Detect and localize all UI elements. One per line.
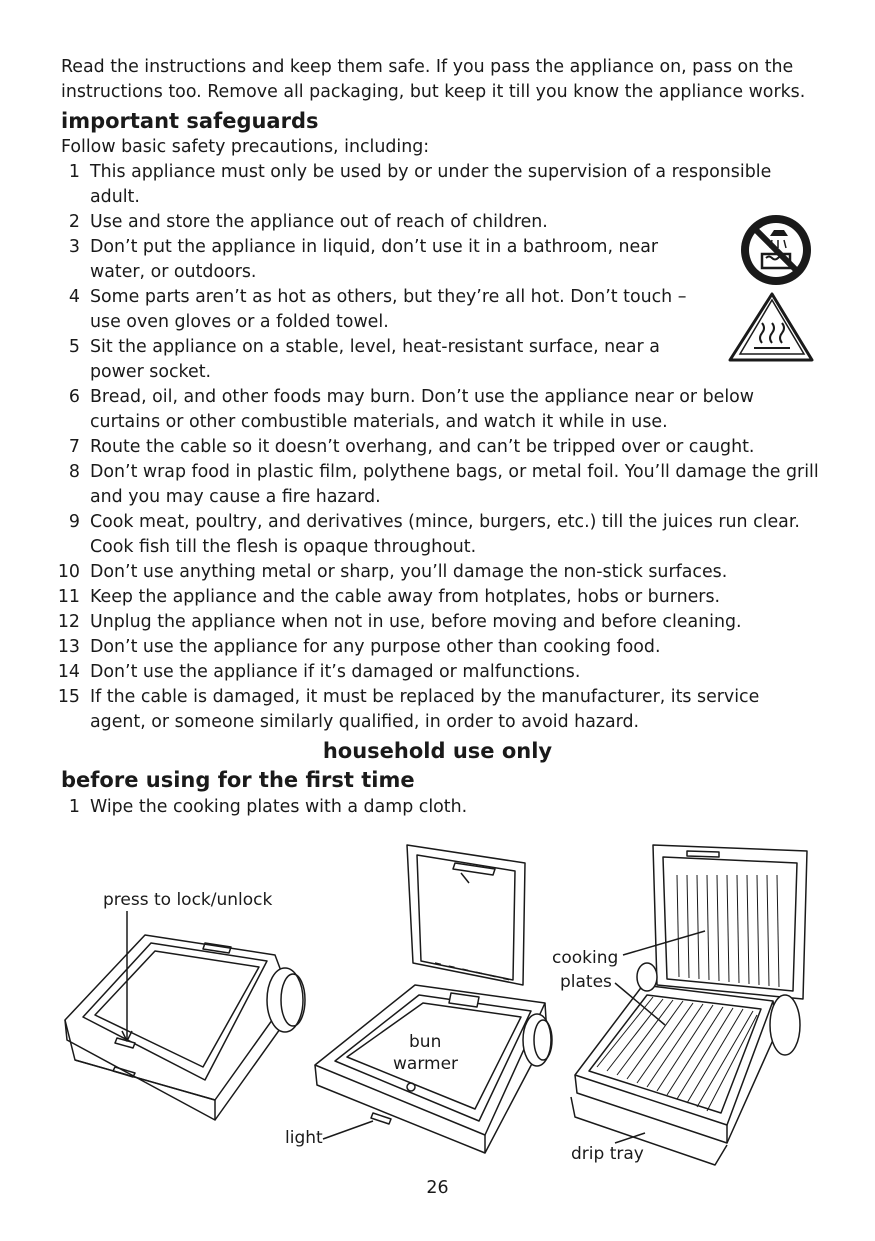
list-item [40,335,820,385]
page-number: 26 [426,1178,449,1198]
no-water-icon [741,215,811,285]
intro-paragraph: Read the instructions and keep them safe. If you pass the appliance on, pass on the instructions too. Remove all packaging, but keep it till you know the appliance works. [61,57,806,102]
item-number: 1 [68,162,80,182]
hot-surface-icon [730,294,812,360]
list-item [40,635,820,660]
list-item [40,560,820,585]
item-number: 10 [57,562,80,582]
item-text: Wipe the cooking plates with a damp cloth. [90,797,468,817]
open-grill-bun-warmer-drawing [315,845,552,1153]
cooking-label: cooking [552,948,619,968]
list-item [40,610,820,635]
item-number: 7 [68,437,80,457]
item-number: 9 [68,512,80,532]
grill-illustration [55,835,825,1175]
first-time-heading: before using for the first time [61,768,415,792]
list-item [40,235,820,285]
item-text: Cook meat, poultry, and derivatives (mince, burgers, etc.) till the juices run clear. Cook fish till the flesh is opaque throughout. [90,512,800,557]
item-text: Some parts aren’t as hot as others, but they’re all hot. Don’t touch – use oven gloves or a folded towel. [90,287,687,332]
warning-icons [726,210,818,370]
item-text: Sit the appliance on a stable, level, heat-resistant surface, near a power socket. [90,337,660,382]
item-text: Unplug the appliance when not in use, before moving and before cleaning. [90,612,742,632]
list-item [40,685,820,735]
item-text: This appliance must only be used by or under the supervision of a responsible adult. [90,162,772,207]
item-text: Don’t use the appliance if it’s damaged or malfunctions. [90,662,581,682]
item-text: If the cable is damaged, it must be replaced by the manufacturer, its service agent, or someone similarly qualified, in order to avoid hazard. [90,687,760,732]
item-number: 8 [68,462,80,482]
list-item [40,435,820,460]
list-item [40,510,820,560]
item-number: 2 [68,212,80,232]
list-item [40,585,820,610]
list-item [40,385,820,435]
drip-tray-label: drip tray [571,1144,644,1164]
household-use-notice: household use only [322,739,553,763]
item-number: 3 [68,237,80,257]
bun-label: bun [409,1032,442,1052]
list-item [40,160,820,210]
list-item [40,210,820,235]
safeguards-lead: Follow basic safety precautions, including: [61,137,430,157]
open-grill-cooking-plates-drawing [571,845,807,1165]
item-text: Bread, oil, and other foods may burn. Don’t use the appliance near or below curtains or other combustible materials, and watch it while in use. [90,387,755,432]
item-text: Route the cable so it doesn’t overhang, and can’t be tripped over or caught. [90,437,755,457]
item-text: Don’t put the appliance in liquid, don’t use it in a bathroom, near water, or outdoors. [90,237,659,282]
item-text: Don’t use the appliance for any purpose other than cooking food. [90,637,661,657]
item-text: Don’t wrap food in plastic film, polythene bags, or metal foil. You’ll damage the grill and you may cause a fire hazard. [90,462,819,507]
safeguards-heading: important safeguards [61,109,319,133]
item-number: 4 [68,287,80,307]
plates-label: plates [560,972,612,992]
list-item [40,460,820,510]
item-text: Don’t use anything metal or sharp, you’ll damage the non-stick surfaces. [90,562,728,582]
item-text: Use and store the appliance out of reach of children. [90,212,548,232]
closed-grill-drawing [65,935,305,1120]
list-item [40,660,820,685]
light-label: light [285,1128,323,1148]
first-time-list [40,795,820,820]
item-number: 1 [68,797,80,817]
item-number: 13 [57,637,80,657]
warmer-label: warmer [393,1054,459,1074]
lock-label: press to lock/unlock [103,890,273,910]
item-text: Keep the appliance and the cable away from hotplates, hobs or burners. [90,587,721,607]
item-number: 11 [57,587,80,607]
list-item [40,285,820,335]
item-number: 5 [68,337,80,357]
list-item [40,795,820,820]
safeguards-list [40,160,820,735]
item-number: 15 [57,687,80,707]
item-number: 6 [68,387,80,407]
item-number: 14 [57,662,80,682]
item-number: 12 [57,612,80,632]
